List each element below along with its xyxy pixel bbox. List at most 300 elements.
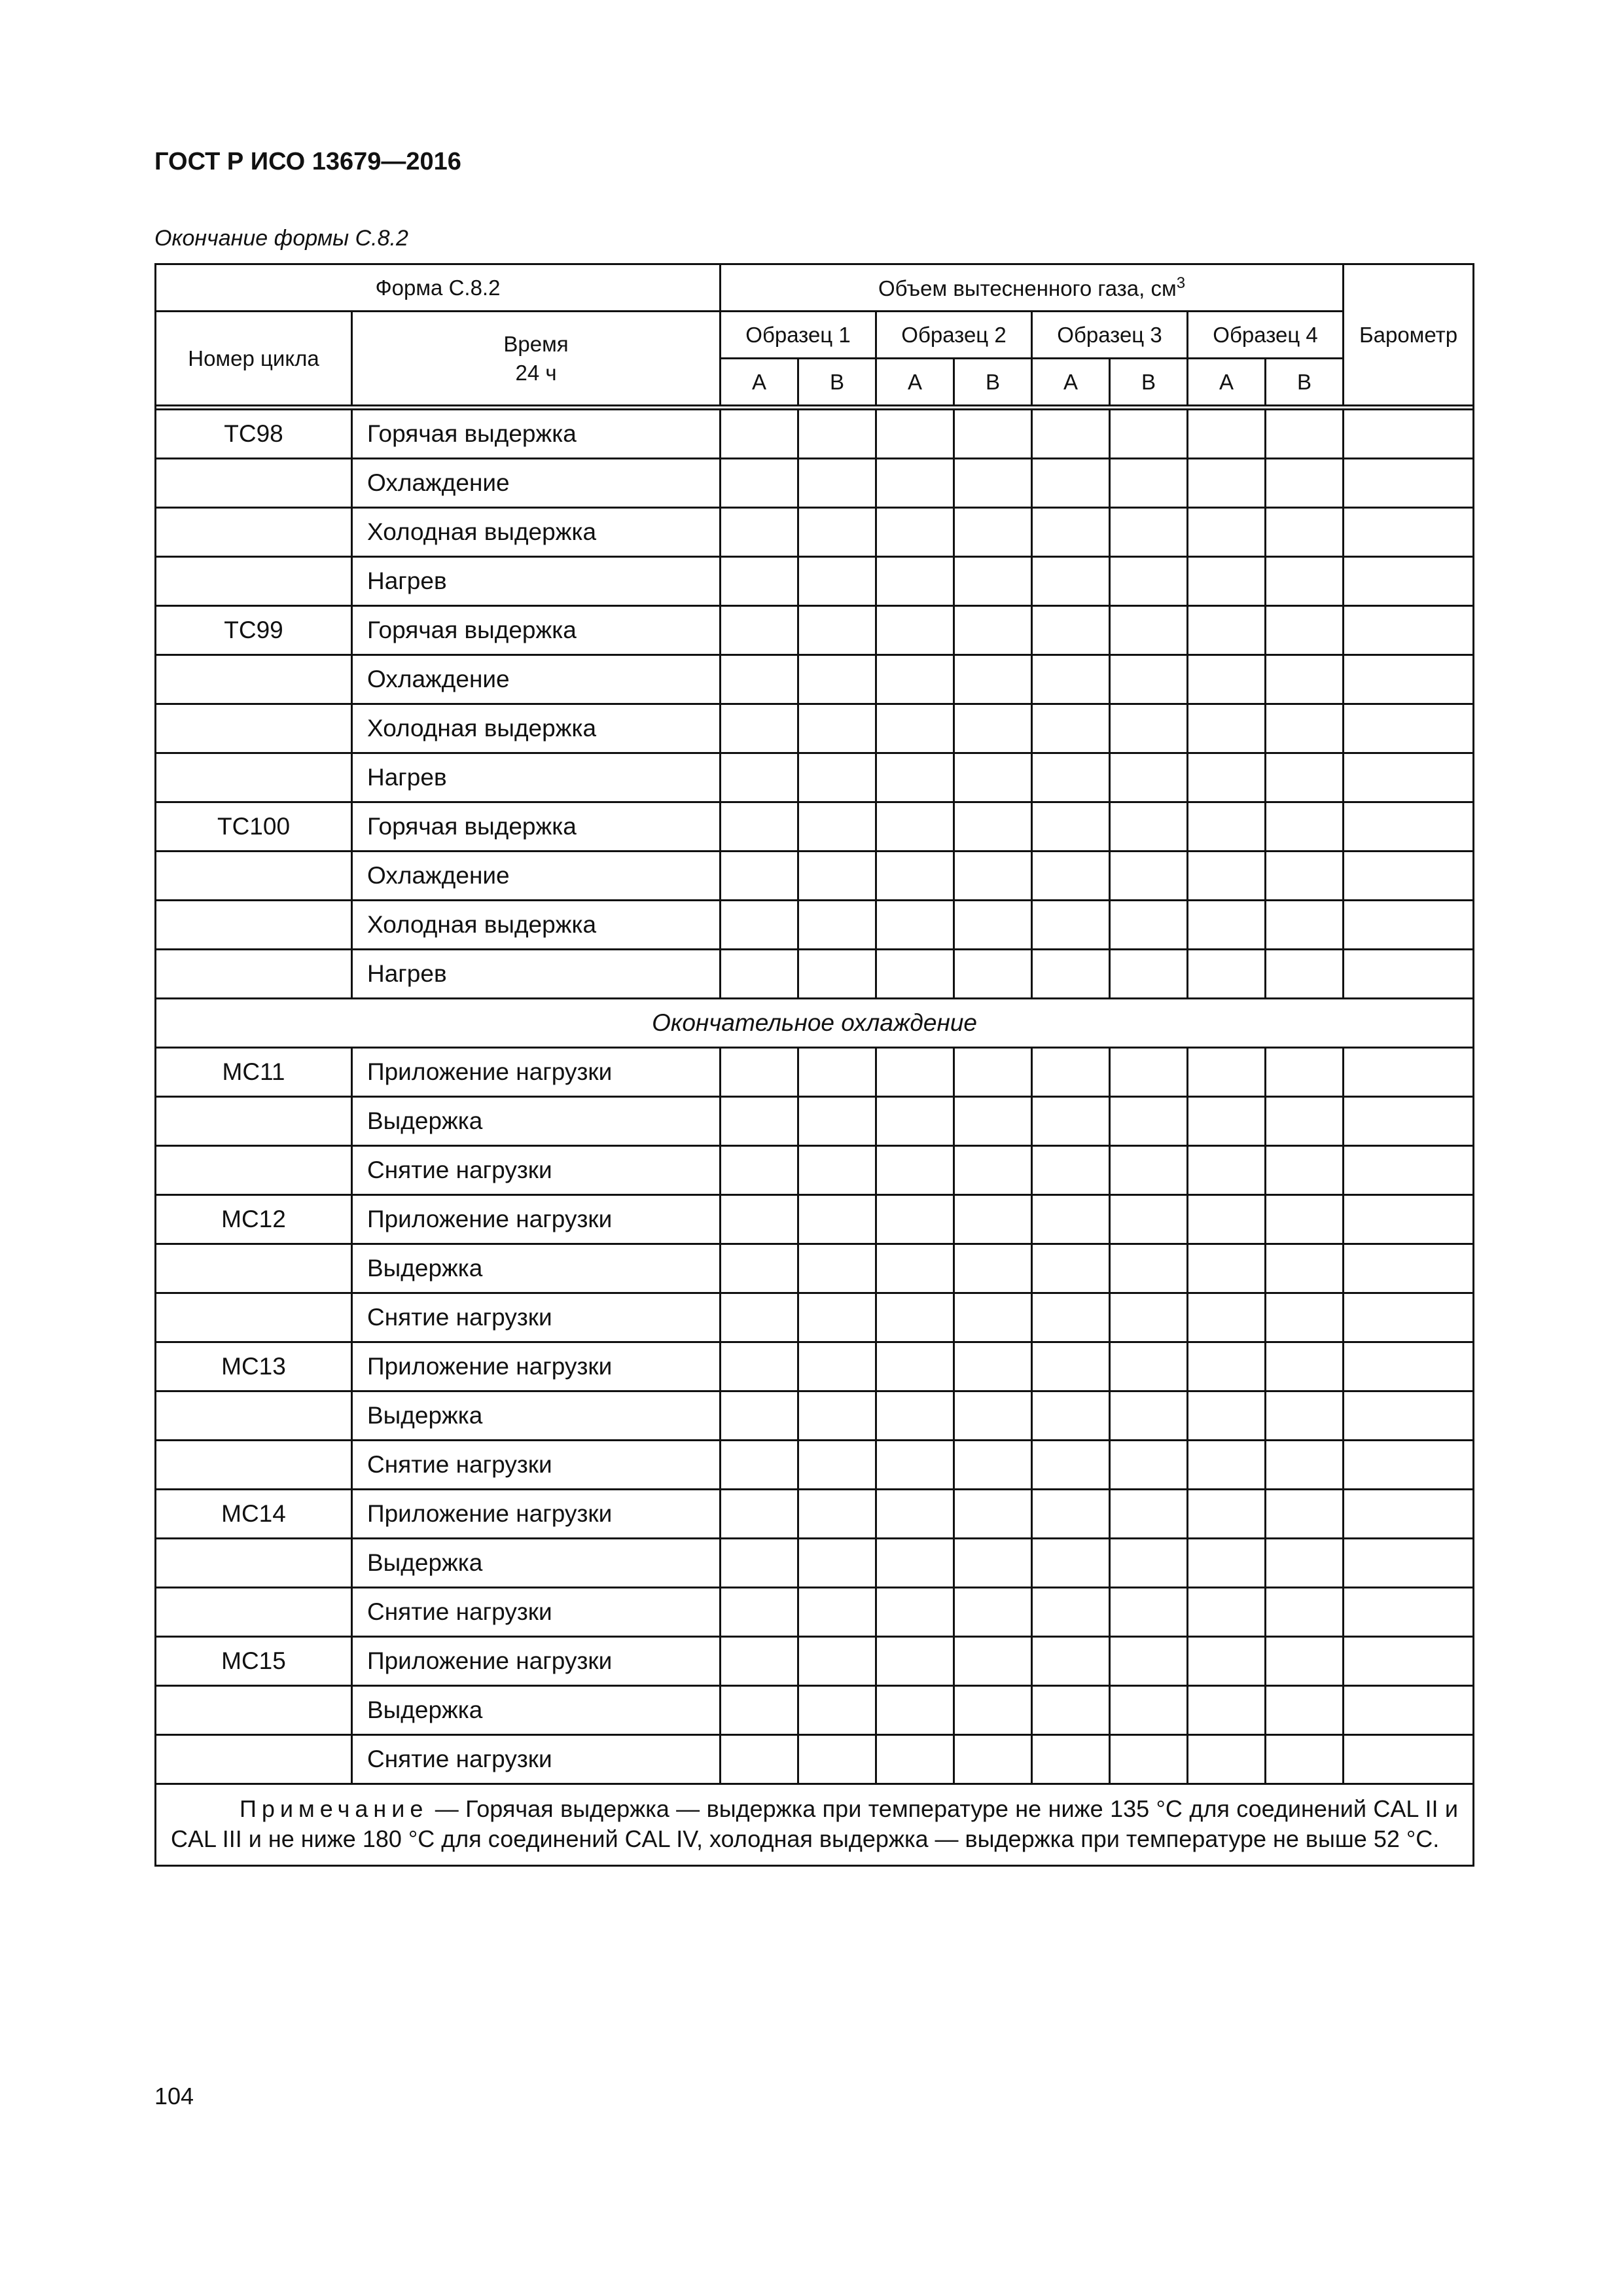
sample-2-b-cell[interactable]: [954, 901, 1032, 950]
sample-2-a-cell[interactable]: [876, 655, 954, 704]
sample-4-b-cell[interactable]: [1266, 1293, 1344, 1342]
sample-1-a-cell[interactable]: [721, 852, 798, 901]
sample-4-a-cell[interactable]: [1188, 1686, 1266, 1735]
sample-1-b-cell[interactable]: [798, 1490, 876, 1539]
sample-1-a-cell[interactable]: [721, 655, 798, 704]
sample-1-b-cell[interactable]: [798, 1637, 876, 1686]
sample-2-b-cell[interactable]: [954, 1391, 1032, 1441]
sample-2-b-cell[interactable]: [954, 704, 1032, 753]
table-caption: Окончание формы С.8.2: [154, 226, 408, 251]
sample-3-a-cell[interactable]: [1032, 1391, 1110, 1441]
sample-3-b-cell[interactable]: [1110, 852, 1188, 901]
sample-1-a-cell[interactable]: [721, 1342, 798, 1391]
sample-2-b-cell[interactable]: [954, 606, 1032, 655]
cycle-number-cell: [156, 1391, 352, 1441]
sample-3-b-cell[interactable]: [1110, 704, 1188, 753]
sample-4-b-cell[interactable]: [1266, 802, 1344, 852]
sample-3-b-cell[interactable]: [1110, 1391, 1188, 1441]
barometer-cell[interactable]: [1344, 901, 1474, 950]
sample-3-b-cell[interactable]: [1110, 802, 1188, 852]
sample-1-a-cell[interactable]: [721, 1048, 798, 1097]
barometer-cell[interactable]: [1344, 1637, 1474, 1686]
sample-3-a-cell[interactable]: [1032, 901, 1110, 950]
sample-1-a-cell[interactable]: [721, 410, 798, 459]
sample-1-a-cell[interactable]: [721, 1391, 798, 1441]
sample-1-b-cell[interactable]: [798, 802, 876, 852]
sample-4-a-cell[interactable]: [1188, 655, 1266, 704]
sample-4-b-cell[interactable]: [1266, 508, 1344, 557]
sample-1-a-cell[interactable]: [721, 901, 798, 950]
cycle-number-cell: [156, 508, 352, 557]
sample-4-a-cell[interactable]: [1188, 753, 1266, 802]
sample-1-b-cell[interactable]: [798, 1735, 876, 1784]
barometer-cell[interactable]: [1344, 753, 1474, 802]
sample-2-b-cell[interactable]: [954, 1293, 1032, 1342]
table-row: [156, 606, 1474, 655]
barometer-cell[interactable]: [1344, 1735, 1474, 1784]
sample-1-b-cell[interactable]: [798, 410, 876, 459]
sample-4-b-cell[interactable]: [1266, 1391, 1344, 1441]
sample-4-b-cell[interactable]: [1266, 1146, 1344, 1195]
sample-1-b-cell[interactable]: [798, 950, 876, 999]
table-row: [156, 1588, 1474, 1637]
phase-cell: Снятие нагрузки: [352, 1146, 721, 1195]
sample-2-b-cell[interactable]: [954, 753, 1032, 802]
sample-4-b-cell[interactable]: [1266, 1588, 1344, 1637]
sample-1-a-cell[interactable]: [721, 950, 798, 999]
phase-cell: Выдержка: [352, 1244, 721, 1293]
sample-1-b-cell[interactable]: [798, 1588, 876, 1637]
barometer-cell[interactable]: [1344, 1097, 1474, 1146]
sample-1-a-cell[interactable]: [721, 1244, 798, 1293]
sample-3-b-cell[interactable]: [1110, 1441, 1188, 1490]
sample-2-b-cell[interactable]: [954, 557, 1032, 606]
sample-4-b-cell[interactable]: [1266, 1441, 1344, 1490]
sample-1-b-cell[interactable]: [798, 1293, 876, 1342]
barometer-header: Барометр: [1344, 264, 1474, 406]
sample-3-b-cell[interactable]: [1110, 1490, 1188, 1539]
cycle-number-cell: [156, 901, 352, 950]
sample-1-b-cell[interactable]: [798, 606, 876, 655]
sample-2-b-cell[interactable]: [954, 410, 1032, 459]
sample-2-a-cell[interactable]: [876, 1686, 954, 1735]
sample-3-b-cell[interactable]: [1110, 1146, 1188, 1195]
sample-1-a-cell[interactable]: [721, 1293, 798, 1342]
sample-2-a-cell[interactable]: [876, 1490, 954, 1539]
sample-4-a-cell[interactable]: [1188, 901, 1266, 950]
sample-2-a-cell[interactable]: [876, 950, 954, 999]
sample-2-a-cell[interactable]: [876, 753, 954, 802]
sample-2-b-cell[interactable]: [954, 1097, 1032, 1146]
sample-2-b-header: B: [954, 359, 1032, 406]
table-row: [156, 950, 1474, 999]
sample-2-b-cell[interactable]: [954, 1686, 1032, 1735]
sample-1-a-cell[interactable]: [721, 1735, 798, 1784]
sample-3-b-cell[interactable]: [1110, 655, 1188, 704]
sample-4-a-cell[interactable]: [1188, 950, 1266, 999]
barometer-cell[interactable]: [1344, 1539, 1474, 1588]
sample-3-b-cell[interactable]: [1110, 1244, 1188, 1293]
sample-2-b-cell[interactable]: [954, 1490, 1032, 1539]
sample-2-a-cell[interactable]: [876, 1735, 954, 1784]
cycle-number-cell: [156, 459, 352, 508]
sample-3-a-cell[interactable]: [1032, 1097, 1110, 1146]
sample-2-a-cell[interactable]: [876, 508, 954, 557]
sample-3-a-cell[interactable]: [1032, 1293, 1110, 1342]
sample-4-a-cell[interactable]: [1188, 459, 1266, 508]
sample-3-b-cell[interactable]: [1110, 753, 1188, 802]
table-row: [156, 1342, 1474, 1391]
table-row: [156, 459, 1474, 508]
sample-3-b-cell[interactable]: [1110, 1097, 1188, 1146]
sample-4-b-cell[interactable]: [1266, 557, 1344, 606]
sample-2-a-cell[interactable]: [876, 1097, 954, 1146]
sample-2-b-cell[interactable]: [954, 1588, 1032, 1637]
section-final-cooling: Окончательное охлаждение: [156, 999, 1474, 1048]
table-row: [156, 802, 1474, 852]
sample-2-a-cell[interactable]: [876, 1441, 954, 1490]
sample-1-b-cell[interactable]: [798, 1686, 876, 1735]
sample-2-header: Образец 2: [876, 312, 1032, 359]
sample-4-b-cell[interactable]: [1266, 1735, 1344, 1784]
sample-1-b-cell[interactable]: [798, 1097, 876, 1146]
table-row: [156, 557, 1474, 606]
sample-3-b-cell[interactable]: [1110, 1637, 1188, 1686]
phase-cell: Снятие нагрузки: [352, 1293, 721, 1342]
sample-3-b-cell[interactable]: [1110, 1048, 1188, 1097]
sample-4-a-cell[interactable]: [1188, 1735, 1266, 1784]
sample-1-b-cell[interactable]: [798, 852, 876, 901]
sample-2-b-cell[interactable]: [954, 1146, 1032, 1195]
sample-4-a-cell[interactable]: [1188, 1391, 1266, 1441]
barometer-cell[interactable]: [1344, 1490, 1474, 1539]
sample-4-b-cell[interactable]: [1266, 655, 1344, 704]
sample-2-b-cell[interactable]: [954, 1539, 1032, 1588]
sample-3-a-cell[interactable]: [1032, 1735, 1110, 1784]
sample-2-b-cell[interactable]: [954, 655, 1032, 704]
phase-cell: Приложение нагрузки: [352, 1048, 721, 1097]
sample-2-b-cell[interactable]: [954, 508, 1032, 557]
sample-4-a-cell[interactable]: [1188, 1539, 1266, 1588]
barometer-cell[interactable]: [1344, 1293, 1474, 1342]
sample-1-a-cell[interactable]: [721, 459, 798, 508]
table-header: [156, 264, 1474, 406]
sample-4-b-cell[interactable]: [1266, 704, 1344, 753]
barometer-cell[interactable]: [1344, 410, 1474, 459]
sample-1-a-cell[interactable]: [721, 1686, 798, 1735]
sample-3-a-cell[interactable]: [1032, 1048, 1110, 1097]
sample-2-a-cell[interactable]: [876, 1588, 954, 1637]
sample-3-a-cell[interactable]: [1032, 655, 1110, 704]
sample-2-b-cell[interactable]: [954, 1637, 1032, 1686]
table-row: [156, 508, 1474, 557]
sample-2-b-cell[interactable]: [954, 1244, 1032, 1293]
table-row: [156, 1391, 1474, 1441]
sample-4-b-cell[interactable]: [1266, 1097, 1344, 1146]
sample-4-b-header: B: [1266, 359, 1344, 406]
sample-3-a-cell[interactable]: [1032, 1441, 1110, 1490]
sample-4-b-cell[interactable]: [1266, 1342, 1344, 1391]
sample-2-a-cell[interactable]: [876, 704, 954, 753]
sample-4-a-cell[interactable]: [1188, 1244, 1266, 1293]
barometer-cell[interactable]: [1344, 1146, 1474, 1195]
sample-4-a-cell[interactable]: [1188, 557, 1266, 606]
sample-4-b-cell[interactable]: [1266, 753, 1344, 802]
sample-3-a-cell[interactable]: [1032, 557, 1110, 606]
sample-1-a-cell[interactable]: [721, 1195, 798, 1244]
sample-4-b-cell[interactable]: [1266, 410, 1344, 459]
phase-cell: Снятие нагрузки: [352, 1441, 721, 1490]
sample-4-b-cell[interactable]: [1266, 950, 1344, 999]
cycle-number-cell: [156, 950, 352, 999]
sample-4-b-cell[interactable]: [1266, 1637, 1344, 1686]
cycle-number-cell: MC13: [156, 1342, 352, 1391]
phase-cell: Нагрев: [352, 950, 721, 999]
sample-1-b-cell[interactable]: [798, 1342, 876, 1391]
barometer-cell[interactable]: [1344, 606, 1474, 655]
sample-1-b-cell[interactable]: [798, 901, 876, 950]
sample-2-b-cell[interactable]: [954, 1048, 1032, 1097]
sample-4-a-cell[interactable]: [1188, 1441, 1266, 1490]
sample-1-b-cell[interactable]: [798, 655, 876, 704]
sample-2-b-cell[interactable]: [954, 950, 1032, 999]
sample-3-b-cell[interactable]: [1110, 1293, 1188, 1342]
phase-cell: Выдержка: [352, 1097, 721, 1146]
time-header-value: 24 ч: [515, 360, 557, 385]
cycle-number-cell: [156, 1097, 352, 1146]
sample-3-a-cell[interactable]: [1032, 606, 1110, 655]
barometer-cell[interactable]: [1344, 655, 1474, 704]
sample-4-b-cell[interactable]: [1266, 901, 1344, 950]
sample-2-a-cell[interactable]: [876, 410, 954, 459]
sample-1-b-cell[interactable]: [798, 1048, 876, 1097]
sample-2-a-cell[interactable]: [876, 1195, 954, 1244]
sample-2-a-cell[interactable]: [876, 1539, 954, 1588]
sample-1-a-cell[interactable]: [721, 1539, 798, 1588]
barometer-cell[interactable]: [1344, 1588, 1474, 1637]
barometer-cell[interactable]: [1344, 1195, 1474, 1244]
phase-cell: Выдержка: [352, 1391, 721, 1441]
sample-1-b-cell[interactable]: [798, 508, 876, 557]
sample-4-b-cell[interactable]: [1266, 606, 1344, 655]
sample-3-b-cell[interactable]: [1110, 606, 1188, 655]
sample-4-a-cell[interactable]: [1188, 802, 1266, 852]
sample-1-header: Образец 1: [721, 312, 876, 359]
cycle-number-cell: [156, 1539, 352, 1588]
sample-1-a-cell[interactable]: [721, 1637, 798, 1686]
sample-1-a-cell[interactable]: [721, 1490, 798, 1539]
sample-3-a-cell[interactable]: [1032, 1588, 1110, 1637]
sample-4-b-cell[interactable]: [1266, 1686, 1344, 1735]
sample-1-a-cell[interactable]: [721, 1097, 798, 1146]
sample-4-a-cell[interactable]: [1188, 1195, 1266, 1244]
sample-4-a-cell[interactable]: [1188, 1490, 1266, 1539]
cycle-number-cell: [156, 557, 352, 606]
sample-2-a-cell[interactable]: [876, 1048, 954, 1097]
sample-3-b-cell[interactable]: [1110, 557, 1188, 606]
sample-1-a-cell[interactable]: [721, 704, 798, 753]
sample-3-b-cell[interactable]: [1110, 1539, 1188, 1588]
phase-cell: Холодная выдержка: [352, 704, 721, 753]
sample-1-a-cell[interactable]: [721, 753, 798, 802]
sample-4-a-cell[interactable]: [1188, 1637, 1266, 1686]
sample-4-a-cell[interactable]: [1188, 1146, 1266, 1195]
sample-3-b-cell[interactable]: [1110, 508, 1188, 557]
barometer-cell[interactable]: [1344, 1441, 1474, 1490]
cycle-number-cell: TC98: [156, 410, 352, 459]
sample-4-b-cell[interactable]: [1266, 1490, 1344, 1539]
sample-4-a-cell[interactable]: [1188, 1588, 1266, 1637]
phase-cell: Горячая выдержка: [352, 606, 721, 655]
sample-1-b-cell[interactable]: [798, 1244, 876, 1293]
sample-2-a-cell[interactable]: [876, 901, 954, 950]
sample-2-a-cell[interactable]: [876, 1146, 954, 1195]
sample-4-b-cell[interactable]: [1266, 1539, 1344, 1588]
sample-2-b-cell[interactable]: [954, 1342, 1032, 1391]
sample-2-a-cell[interactable]: [876, 802, 954, 852]
sample-3-a-cell[interactable]: [1032, 704, 1110, 753]
barometer-cell[interactable]: [1344, 1391, 1474, 1441]
cycle-number-cell: MC15: [156, 1637, 352, 1686]
sample-3-a-cell[interactable]: [1032, 1490, 1110, 1539]
sample-2-a-cell[interactable]: [876, 459, 954, 508]
sample-4-a-cell[interactable]: [1188, 606, 1266, 655]
sample-3-b-cell[interactable]: [1110, 1686, 1188, 1735]
sample-3-a-cell[interactable]: [1032, 950, 1110, 999]
phase-cell: Горячая выдержка: [352, 410, 721, 459]
cycle-number-cell: [156, 1244, 352, 1293]
sample-3-b-cell[interactable]: [1110, 1735, 1188, 1784]
volume-header: [721, 264, 1344, 312]
sample-2-a-cell[interactable]: [876, 606, 954, 655]
phase-cell: Нагрев: [352, 753, 721, 802]
phase-cell: Приложение нагрузки: [352, 1195, 721, 1244]
sample-2-b-cell[interactable]: [954, 1735, 1032, 1784]
sample-1-b-cell[interactable]: [798, 557, 876, 606]
table-row: [156, 1735, 1474, 1784]
sample-2-a-cell[interactable]: [876, 557, 954, 606]
sample-1-a-cell[interactable]: [721, 802, 798, 852]
sample-3-a-cell[interactable]: [1032, 1686, 1110, 1735]
sample-4-a-cell[interactable]: [1188, 1048, 1266, 1097]
phase-cell: Приложение нагрузки: [352, 1637, 721, 1686]
sample-3-a-cell[interactable]: [1032, 1539, 1110, 1588]
sample-1-a-cell[interactable]: [721, 1441, 798, 1490]
sample-1-b-cell[interactable]: [798, 1539, 876, 1588]
sample-3-b-cell[interactable]: [1110, 1342, 1188, 1391]
sample-2-b-cell[interactable]: [954, 459, 1032, 508]
sample-4-a-cell[interactable]: [1188, 410, 1266, 459]
barometer-cell[interactable]: [1344, 459, 1474, 508]
sample-4-b-cell[interactable]: [1266, 1048, 1344, 1097]
sample-3-a-cell[interactable]: [1032, 1195, 1110, 1244]
sample-3-b-cell[interactable]: [1110, 950, 1188, 999]
sample-1-b-cell[interactable]: [798, 459, 876, 508]
barometer-cell[interactable]: [1344, 950, 1474, 999]
sample-4-a-cell[interactable]: [1188, 852, 1266, 901]
sample-3-b-cell[interactable]: [1110, 1195, 1188, 1244]
sample-1-b-cell[interactable]: [798, 704, 876, 753]
sample-2-a-cell[interactable]: [876, 1637, 954, 1686]
form-id-header: Форма С.8.2: [156, 264, 721, 312]
sample-1-b-cell[interactable]: [798, 1146, 876, 1195]
sample-3-a-cell[interactable]: [1032, 410, 1110, 459]
cycle-number-cell: MC14: [156, 1490, 352, 1539]
sample-3-a-cell[interactable]: [1032, 1146, 1110, 1195]
sample-3-a-cell[interactable]: [1032, 459, 1110, 508]
sample-2-b-cell[interactable]: [954, 852, 1032, 901]
sample-3-b-cell[interactable]: [1110, 459, 1188, 508]
sample-3-a-cell[interactable]: [1032, 753, 1110, 802]
sample-4-b-cell[interactable]: [1266, 459, 1344, 508]
sample-3-a-cell[interactable]: [1032, 508, 1110, 557]
barometer-cell[interactable]: [1344, 852, 1474, 901]
page-number: 104: [154, 2083, 194, 2109]
barometer-cell[interactable]: [1344, 1686, 1474, 1735]
phase-cell: Горячая выдержка: [352, 802, 721, 852]
sample-4-a-cell[interactable]: [1188, 704, 1266, 753]
phase-cell: Снятие нагрузки: [352, 1588, 721, 1637]
sample-4-b-cell[interactable]: [1266, 1195, 1344, 1244]
barometer-cell[interactable]: [1344, 1244, 1474, 1293]
sample-2-b-cell[interactable]: [954, 802, 1032, 852]
sample-3-a-cell[interactable]: [1032, 802, 1110, 852]
sample-2-b-cell[interactable]: [954, 1195, 1032, 1244]
cycle-number-cell: MC12: [156, 1195, 352, 1244]
barometer-cell[interactable]: [1344, 1048, 1474, 1097]
sample-3-a-cell[interactable]: [1032, 1637, 1110, 1686]
barometer-cell[interactable]: [1344, 1342, 1474, 1391]
phase-cell: Холодная выдержка: [352, 508, 721, 557]
sample-2-a-cell[interactable]: [876, 1391, 954, 1441]
barometer-cell[interactable]: [1344, 704, 1474, 753]
cycle-number-cell: [156, 655, 352, 704]
sample-2-a-cell[interactable]: [876, 1244, 954, 1293]
sample-3-a-cell[interactable]: [1032, 852, 1110, 901]
sample-1-a-cell[interactable]: [721, 606, 798, 655]
sample-1-a-cell[interactable]: [721, 557, 798, 606]
barometer-cell[interactable]: [1344, 557, 1474, 606]
sample-1-a-cell[interactable]: [721, 508, 798, 557]
barometer-cell[interactable]: [1344, 802, 1474, 852]
sample-1-a-cell[interactable]: [721, 1146, 798, 1195]
sample-3-a-cell[interactable]: [1032, 1244, 1110, 1293]
sample-4-b-cell[interactable]: [1266, 1244, 1344, 1293]
cycle-number-cell: MC11: [156, 1048, 352, 1097]
sample-1-b-cell[interactable]: [798, 1195, 876, 1244]
sample-3-a-cell[interactable]: [1032, 1342, 1110, 1391]
sample-1-b-cell[interactable]: [798, 1391, 876, 1441]
phase-cell: Охлаждение: [352, 459, 721, 508]
sample-1-b-cell[interactable]: [798, 1441, 876, 1490]
sample-2-a-cell[interactable]: [876, 1293, 954, 1342]
sample-4-a-cell[interactable]: [1188, 1097, 1266, 1146]
sample-1-a-cell[interactable]: [721, 1588, 798, 1637]
sample-4-b-cell[interactable]: [1266, 852, 1344, 901]
sample-3-b-cell[interactable]: [1110, 901, 1188, 950]
sample-3-b-cell[interactable]: [1110, 410, 1188, 459]
sample-3-b-cell[interactable]: [1110, 1588, 1188, 1637]
sample-2-a-cell[interactable]: [876, 852, 954, 901]
barometer-cell[interactable]: [1344, 508, 1474, 557]
phase-cell: Холодная выдержка: [352, 901, 721, 950]
sample-2-a-cell[interactable]: [876, 1342, 954, 1391]
sample-2-b-cell[interactable]: [954, 1441, 1032, 1490]
sample-4-a-cell[interactable]: [1188, 508, 1266, 557]
sample-4-a-cell[interactable]: [1188, 1342, 1266, 1391]
sample-4-a-cell[interactable]: [1188, 1293, 1266, 1342]
sample-1-b-cell[interactable]: [798, 753, 876, 802]
